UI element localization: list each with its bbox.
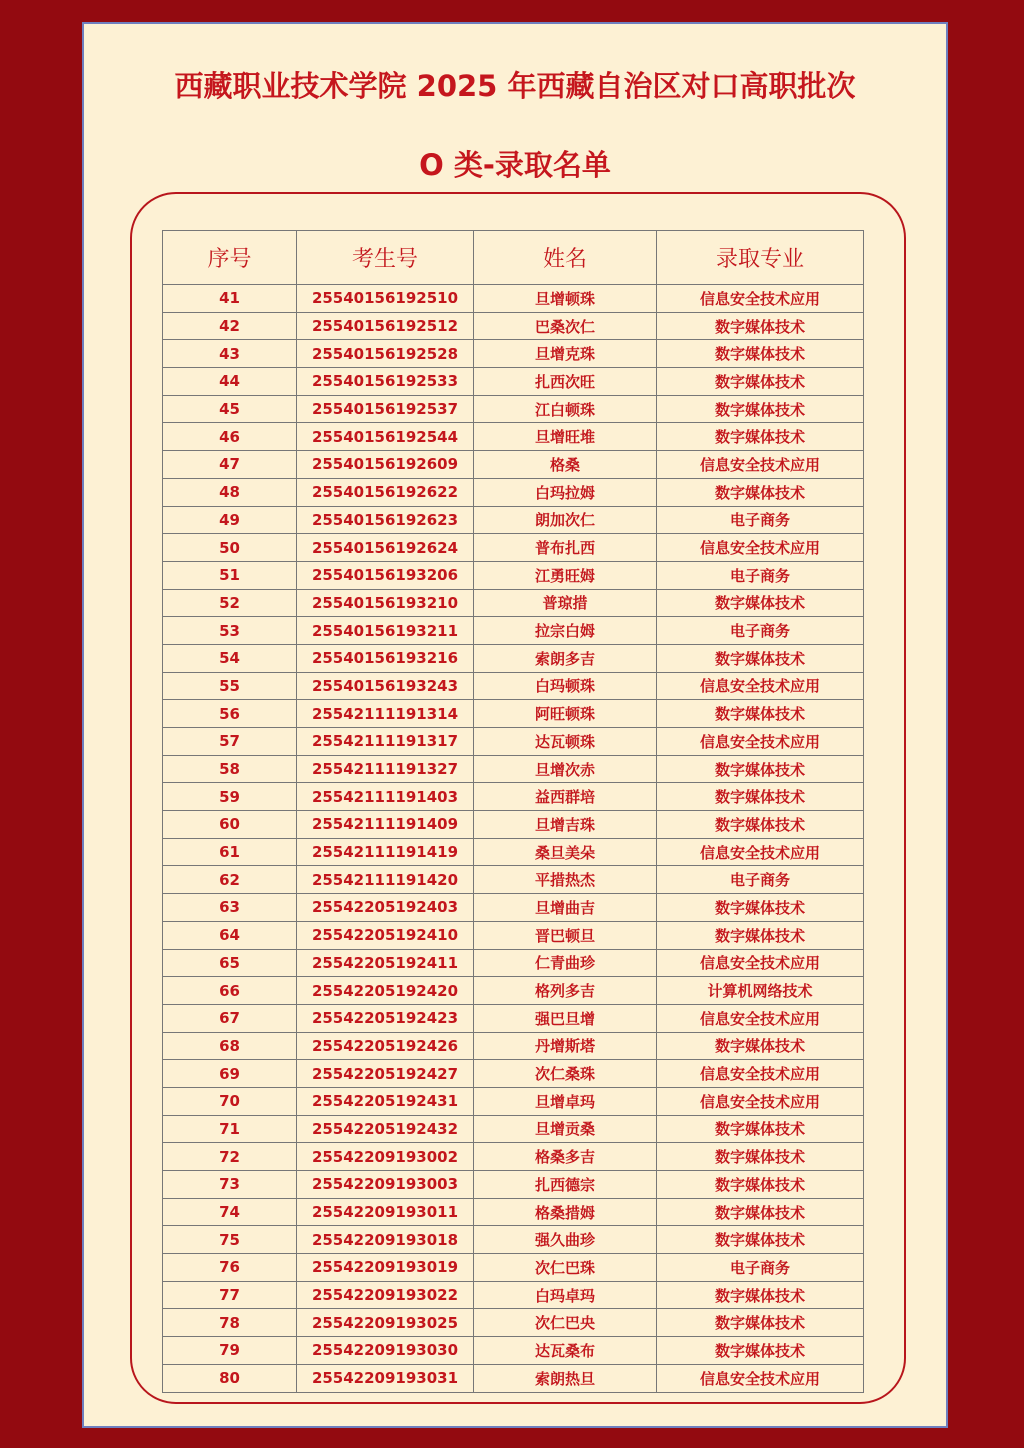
cell-index: 52	[163, 589, 297, 617]
cell-name: 次仁巴珠	[474, 1254, 657, 1282]
cell-name: 普琼措	[474, 589, 657, 617]
cell-name: 江勇旺姆	[474, 561, 657, 589]
cell-major: 数字媒体技术	[657, 921, 864, 949]
cell-name: 丹增斯塔	[474, 1032, 657, 1060]
cell-name: 阿旺顿珠	[474, 700, 657, 728]
cell-name: 格列多吉	[474, 977, 657, 1005]
table-row	[163, 1198, 864, 1226]
cell-exam-number: 25542111191317	[297, 728, 474, 756]
cell-major: 数字媒体技术	[657, 811, 864, 839]
table-row	[163, 728, 864, 756]
cell-name: 旦增顿珠	[474, 285, 657, 313]
table-row	[163, 1226, 864, 1254]
cell-major: 数字媒体技术	[657, 1309, 864, 1337]
cell-exam-number: 25540156192622	[297, 478, 474, 506]
cell-exam-number: 25542205192423	[297, 1004, 474, 1032]
cell-index: 63	[163, 894, 297, 922]
cell-exam-number: 25542205192420	[297, 977, 474, 1005]
cell-major: 信息安全技术应用	[657, 1364, 864, 1392]
table-row	[163, 921, 864, 949]
cell-exam-number: 25542205192432	[297, 1115, 474, 1143]
cell-major: 数字媒体技术	[657, 1226, 864, 1254]
cell-index: 44	[163, 368, 297, 396]
cell-major: 电子商务	[657, 866, 864, 894]
cell-major: 数字媒体技术	[657, 783, 864, 811]
cell-exam-number: 25540156192623	[297, 506, 474, 534]
cell-major: 数字媒体技术	[657, 1115, 864, 1143]
cell-name: 达瓦桑布	[474, 1337, 657, 1365]
cell-exam-number: 25542209193018	[297, 1226, 474, 1254]
cell-exam-number: 25542111191314	[297, 700, 474, 728]
cell-name: 索朗多吉	[474, 644, 657, 672]
cell-index: 49	[163, 506, 297, 534]
cell-index: 79	[163, 1337, 297, 1365]
cell-exam-number: 25542205192426	[297, 1032, 474, 1060]
cell-index: 42	[163, 312, 297, 340]
table-row	[163, 977, 864, 1005]
cell-exam-number: 25540156192533	[297, 368, 474, 396]
cell-major: 数字媒体技术	[657, 1171, 864, 1199]
table-row	[163, 589, 864, 617]
cell-exam-number: 25540156192512	[297, 312, 474, 340]
cell-index: 43	[163, 340, 297, 368]
cell-name: 桑旦美朵	[474, 838, 657, 866]
cell-major: 数字媒体技术	[657, 368, 864, 396]
cell-exam-number: 25542205192403	[297, 894, 474, 922]
cell-index: 60	[163, 811, 297, 839]
cell-major: 信息安全技术应用	[657, 285, 864, 313]
table-row	[163, 312, 864, 340]
cell-name: 朗加次仁	[474, 506, 657, 534]
cell-exam-number: 25540156193210	[297, 589, 474, 617]
cell-index: 70	[163, 1087, 297, 1115]
cell-index: 46	[163, 423, 297, 451]
table-row	[163, 368, 864, 396]
table-row	[163, 1309, 864, 1337]
cell-exam-number: 25540156193211	[297, 617, 474, 645]
document-title: 西藏职业技术学院 2025 年西藏自治区对口高职批次	[174, 69, 856, 103]
cell-major: 数字媒体技术	[657, 395, 864, 423]
cell-exam-number: 25542209193019	[297, 1254, 474, 1282]
cell-name: 扎西次旺	[474, 368, 657, 396]
cell-index: 51	[163, 561, 297, 589]
cell-index: 71	[163, 1115, 297, 1143]
cell-index: 55	[163, 672, 297, 700]
cell-index: 48	[163, 478, 297, 506]
table-row	[163, 1281, 864, 1309]
table-row	[163, 1004, 864, 1032]
table-row	[163, 506, 864, 534]
cell-exam-number: 25540156192624	[297, 534, 474, 562]
cell-name: 拉宗白姆	[474, 617, 657, 645]
cell-index: 53	[163, 617, 297, 645]
cell-index: 74	[163, 1198, 297, 1226]
cell-name: 旦增吉珠	[474, 811, 657, 839]
cell-major: 数字媒体技术	[657, 755, 864, 783]
cell-exam-number: 25540156192544	[297, 423, 474, 451]
cell-major: 数字媒体技术	[657, 312, 864, 340]
table-row	[163, 755, 864, 783]
cell-name: 普布扎西	[474, 534, 657, 562]
table-row	[163, 1060, 864, 1088]
cell-major: 数字媒体技术	[657, 423, 864, 451]
cell-index: 47	[163, 451, 297, 479]
cell-exam-number: 25542209193030	[297, 1337, 474, 1365]
cell-index: 58	[163, 755, 297, 783]
cell-index: 57	[163, 728, 297, 756]
cell-name: 仁青曲珍	[474, 949, 657, 977]
admission-table	[162, 230, 864, 1393]
header-major: 录取专业	[657, 231, 864, 285]
table-row	[163, 451, 864, 479]
cell-exam-number: 25540156193216	[297, 644, 474, 672]
header-name: 姓名	[474, 231, 657, 285]
cell-name: 格桑措姆	[474, 1198, 657, 1226]
cell-index: 69	[163, 1060, 297, 1088]
cell-name: 旦增贡桑	[474, 1115, 657, 1143]
cell-name: 索朗热旦	[474, 1364, 657, 1392]
cell-exam-number: 25540156192609	[297, 451, 474, 479]
cell-name: 白玛拉姆	[474, 478, 657, 506]
cell-major: 信息安全技术应用	[657, 1004, 864, 1032]
cell-index: 73	[163, 1171, 297, 1199]
cell-major: 信息安全技术应用	[657, 838, 864, 866]
cell-exam-number: 25540156192537	[297, 395, 474, 423]
cell-exam-number: 25542111191403	[297, 783, 474, 811]
cell-name: 江白顿珠	[474, 395, 657, 423]
cell-name: 平措热杰	[474, 866, 657, 894]
table-row	[163, 1171, 864, 1199]
cell-major: 信息安全技术应用	[657, 451, 864, 479]
cell-name: 旦增次赤	[474, 755, 657, 783]
cell-major: 电子商务	[657, 1254, 864, 1282]
document-page	[82, 22, 948, 1428]
cell-major: 数字媒体技术	[657, 1337, 864, 1365]
cell-index: 67	[163, 1004, 297, 1032]
cell-major: 信息安全技术应用	[657, 1060, 864, 1088]
cell-name: 格桑多吉	[474, 1143, 657, 1171]
cell-exam-number: 25542205192410	[297, 921, 474, 949]
cell-index: 62	[163, 866, 297, 894]
cell-index: 64	[163, 921, 297, 949]
cell-index: 76	[163, 1254, 297, 1282]
cell-exam-number: 25542209193025	[297, 1309, 474, 1337]
table-row	[163, 1337, 864, 1365]
cell-exam-number: 25542111191409	[297, 811, 474, 839]
cell-name: 益西群培	[474, 783, 657, 811]
cell-major: 数字媒体技术	[657, 1143, 864, 1171]
table-row	[163, 561, 864, 589]
cell-major: 数字媒体技术	[657, 1032, 864, 1060]
cell-major: 数字媒体技术	[657, 1281, 864, 1309]
cell-exam-number: 25542205192431	[297, 1087, 474, 1115]
table-row	[163, 340, 864, 368]
cell-major: 信息安全技术应用	[657, 534, 864, 562]
table-row	[163, 1364, 864, 1392]
cell-index: 54	[163, 644, 297, 672]
cell-major: 信息安全技术应用	[657, 949, 864, 977]
cell-index: 80	[163, 1364, 297, 1392]
cell-major: 电子商务	[657, 617, 864, 645]
cell-name: 次仁巴央	[474, 1309, 657, 1337]
cell-name: 巴桑次仁	[474, 312, 657, 340]
cell-name: 旦增卓玛	[474, 1087, 657, 1115]
table-row	[163, 285, 864, 313]
table-row	[163, 1032, 864, 1060]
cell-exam-number: 25542209193031	[297, 1364, 474, 1392]
table-row	[163, 423, 864, 451]
table-row	[163, 617, 864, 645]
cell-index: 45	[163, 395, 297, 423]
header-index: 序号	[163, 231, 297, 285]
cell-name: 强久曲珍	[474, 1226, 657, 1254]
cell-index: 56	[163, 700, 297, 728]
table-row	[163, 1087, 864, 1115]
cell-exam-number: 25542209193002	[297, 1143, 474, 1171]
cell-name: 晋巴顿旦	[474, 921, 657, 949]
cell-major: 数字媒体技术	[657, 340, 864, 368]
cell-name: 旦增曲吉	[474, 894, 657, 922]
cell-name: 格桑	[474, 451, 657, 479]
cell-exam-number: 25540156193243	[297, 672, 474, 700]
cell-index: 77	[163, 1281, 297, 1309]
cell-name: 强巴旦增	[474, 1004, 657, 1032]
cell-exam-number: 25540156192510	[297, 285, 474, 313]
cell-major: 数字媒体技术	[657, 589, 864, 617]
cell-name: 扎西德宗	[474, 1171, 657, 1199]
table-row	[163, 644, 864, 672]
cell-exam-number: 25542205192411	[297, 949, 474, 977]
cell-name: 旦增克珠	[474, 340, 657, 368]
table-row	[163, 700, 864, 728]
cell-major: 电子商务	[657, 506, 864, 534]
table-row	[163, 894, 864, 922]
cell-index: 72	[163, 1143, 297, 1171]
cell-index: 66	[163, 977, 297, 1005]
cell-name: 白玛卓玛	[474, 1281, 657, 1309]
cell-index: 78	[163, 1309, 297, 1337]
table-row	[163, 395, 864, 423]
table-row	[163, 811, 864, 839]
table-row	[163, 478, 864, 506]
cell-major: 数字媒体技术	[657, 478, 864, 506]
cell-major: 信息安全技术应用	[657, 728, 864, 756]
cell-index: 59	[163, 783, 297, 811]
cell-name: 次仁桑珠	[474, 1060, 657, 1088]
cell-major: 数字媒体技术	[657, 1198, 864, 1226]
cell-index: 61	[163, 838, 297, 866]
cell-exam-number: 25542209193003	[297, 1171, 474, 1199]
cell-exam-number: 25542209193022	[297, 1281, 474, 1309]
table-body	[163, 285, 864, 1393]
cell-major: 数字媒体技术	[657, 644, 864, 672]
table-row	[163, 1254, 864, 1282]
table-row	[163, 838, 864, 866]
cell-index: 68	[163, 1032, 297, 1060]
cell-exam-number: 25542111191420	[297, 866, 474, 894]
table-row	[163, 949, 864, 977]
cell-name: 白玛顿珠	[474, 672, 657, 700]
table-row	[163, 534, 864, 562]
cell-exam-number: 25542205192427	[297, 1060, 474, 1088]
table-row	[163, 783, 864, 811]
cell-major: 信息安全技术应用	[657, 1087, 864, 1115]
table-row	[163, 1115, 864, 1143]
cell-major: 计算机网络技术	[657, 977, 864, 1005]
table-row	[163, 1143, 864, 1171]
table-row	[163, 672, 864, 700]
cell-exam-number: 25540156192528	[297, 340, 474, 368]
table-header-row	[163, 231, 864, 285]
cell-major: 数字媒体技术	[657, 700, 864, 728]
cell-exam-number: 25542209193011	[297, 1198, 474, 1226]
document-subtitle: O 类-录取名单	[419, 148, 611, 182]
cell-name: 达瓦顿珠	[474, 728, 657, 756]
cell-major: 电子商务	[657, 561, 864, 589]
header-exam-number: 考生号	[297, 231, 474, 285]
cell-exam-number: 25542111191327	[297, 755, 474, 783]
cell-major: 数字媒体技术	[657, 894, 864, 922]
cell-major: 信息安全技术应用	[657, 672, 864, 700]
cell-index: 65	[163, 949, 297, 977]
cell-index: 41	[163, 285, 297, 313]
cell-name: 旦增旺堆	[474, 423, 657, 451]
cell-exam-number: 25542111191419	[297, 838, 474, 866]
table-row	[163, 866, 864, 894]
cell-exam-number: 25540156193206	[297, 561, 474, 589]
cell-index: 50	[163, 534, 297, 562]
cell-index: 75	[163, 1226, 297, 1254]
